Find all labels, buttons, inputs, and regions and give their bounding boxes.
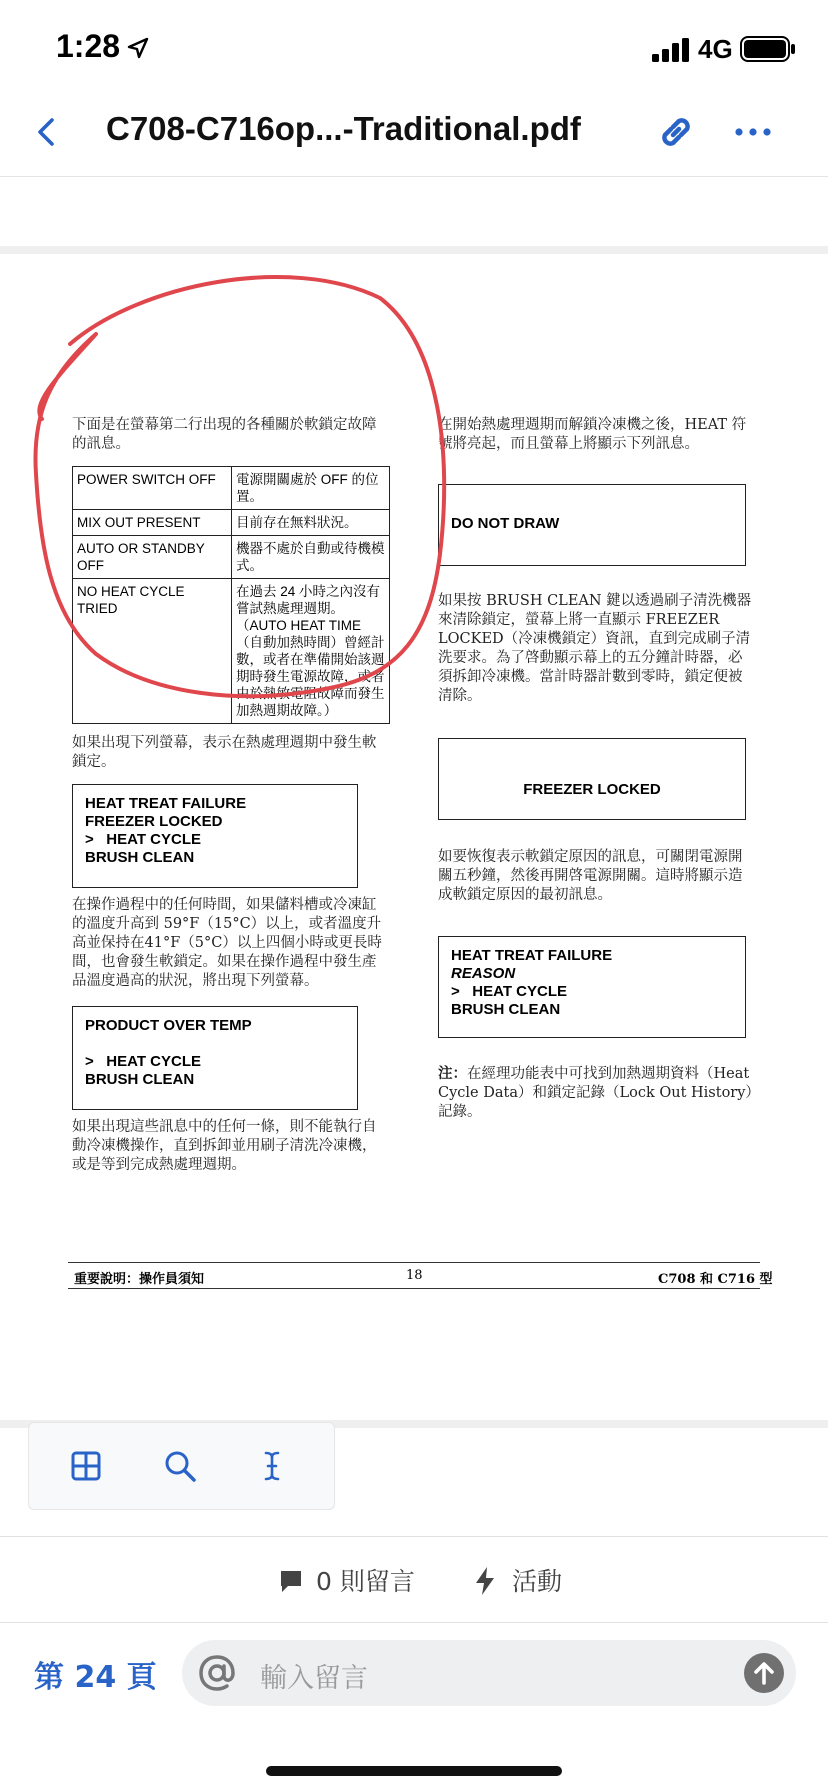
divider xyxy=(0,1622,828,1623)
box-line: FREEZER LOCKED xyxy=(523,781,661,798)
location-arrow-icon xyxy=(126,36,150,60)
note-paragraph xyxy=(438,1064,756,1122)
box-line xyxy=(85,1035,345,1053)
comment-input[interactable] xyxy=(182,1640,796,1706)
activity-link[interactable]: 活動 xyxy=(512,1567,563,1596)
footer-rule xyxy=(68,1288,760,1289)
page-indicator[interactable]: 第 24 頁 xyxy=(34,1660,157,1695)
search-icon[interactable] xyxy=(163,1449,197,1483)
table-cell: POWER SWITCH OFF xyxy=(73,467,232,510)
status-time: 1:28 xyxy=(56,28,121,64)
table-cell: 機器不處於自動或待機模式。 xyxy=(232,536,390,579)
box-line: BRUSH CLEAN xyxy=(451,1001,561,1018)
right-paragraph: 如果按 BRUSH CLEAN 鍵以透過刷子清洗機器來清除鎖定，螢幕上將一直顯示 FREEZER LOCKED（冷凍機鎖定）資訊，直到完成刷子清洗要求。為了啓動顯示幕上的五分鐘計時器，必須拆卸冷凍機。當計時器計數到零時，鎖定便被清除。 xyxy=(438,593,752,704)
lightning-icon[interactable] xyxy=(474,1566,496,1596)
annotation-circle-drawing xyxy=(0,254,828,814)
footer-rule xyxy=(68,1262,760,1263)
footer-right: C708 和 C716 型 xyxy=(658,1272,773,1287)
arrow-up-icon xyxy=(744,1653,784,1693)
note-label: 注： xyxy=(438,1065,467,1082)
display-box-product-over-temp xyxy=(72,1006,358,1110)
comment-placeholder: 輸入留言 xyxy=(260,1663,368,1694)
pdf-toolbar xyxy=(28,1422,335,1510)
table-cell: MIX OUT PRESENT xyxy=(73,510,232,536)
footer-left: 重要說明：操作員須知 xyxy=(74,1272,205,1287)
table-cell: AUTO OR STANDBY OFF xyxy=(73,536,232,579)
table-cell: 電源開關處於 OFF 的位置。 xyxy=(232,467,390,510)
box-line: HEAT TREAT FAILURE xyxy=(451,947,613,964)
more-options-icon[interactable] xyxy=(730,114,776,150)
document-title: C708-C716op...-Traditional.pdf xyxy=(106,110,581,147)
divider xyxy=(0,1536,828,1537)
box-line: REASON xyxy=(451,965,516,982)
box-line: > HEAT CYCLE xyxy=(85,831,201,848)
cell-signal-icon xyxy=(652,38,692,62)
left-paragraph: 如果出現這些訊息中的任何一條，則不能執行自動冷凍機操作，直到拆卸並用刷子清洗冷凍機，或是等到完成熱處理週期。 xyxy=(72,1119,377,1173)
box-line: BRUSH CLEAN xyxy=(85,849,195,866)
intro-paragraph: 下面是在螢幕第二行出現的各種關於軟鎖定故障的訊息。 xyxy=(72,417,377,452)
box-line: HEAT TREAT FAILURE xyxy=(85,795,247,812)
box-line: BRUSH CLEAN xyxy=(85,1071,195,1088)
back-chevron-icon[interactable] xyxy=(32,114,62,150)
comment-icon[interactable] xyxy=(278,1568,304,1594)
network-type: 4G xyxy=(698,34,733,64)
display-box-heat-treat-reason xyxy=(438,936,746,1038)
status-bar xyxy=(0,0,828,100)
box-line: FREEZER LOCKED xyxy=(85,813,223,830)
link-icon[interactable] xyxy=(654,110,698,154)
table-cell: 目前存在無料狀況。 xyxy=(232,510,390,536)
send-button[interactable] xyxy=(744,1653,784,1693)
box-line: > HEAT CYCLE xyxy=(85,1053,201,1070)
left-paragraph: 如果出現下列螢幕，表示在熱處理週期中發生軟鎖定。 xyxy=(72,735,377,770)
table-cell: NO HEAT CYCLE TRIED xyxy=(73,579,232,724)
page-divider xyxy=(0,246,828,254)
box-line: PRODUCT OVER TEMP xyxy=(85,1017,252,1034)
note-text: 在經理功能表中可找到加熱週期資料（Heat Cycle Data）和鎖定記錄（Lock Out History）記錄。 xyxy=(438,1066,753,1120)
left-paragraph: 在操作過程中的任何時間，如果儲料槽或冷凍缸的溫度升高到 59°F（15°C）以上，或者溫度升高並保持在41°F（5°C）以上四個小時或更長時間，也會發生軟鎖定。如果在操作過程中發生產品溫度過高的狀況，將出現下列螢幕。 xyxy=(72,897,382,989)
comments-count[interactable]: 0 則留言 xyxy=(316,1567,415,1596)
box-line: > HEAT CYCLE xyxy=(451,983,567,1000)
grid-view-icon[interactable] xyxy=(69,1449,103,1483)
right-paragraph: 如要恢復表示軟鎖定原因的訊息，可關閉電源開關五秒鐘，然後再開啓電源開關。這時將顯示造成軟鎖定原因的最初訊息。 xyxy=(438,849,743,903)
pdf-page xyxy=(0,254,828,1424)
text-cursor-icon[interactable] xyxy=(255,1449,289,1483)
nav-bar xyxy=(0,100,828,177)
box-line: DO NOT DRAW xyxy=(451,515,560,532)
at-mention-icon[interactable] xyxy=(196,1652,238,1694)
table-cell: 在過去 24 小時之內沒有嘗試熱處理週期。（AUTO HEAT TIME（自動加熱時間）曾經計數，或者在準備開始該週期時發生電源故障，或者由於熱敏電阻故障而發生加熱週期故障。） xyxy=(232,579,390,724)
footer-page-number: 18 xyxy=(406,1268,423,1283)
battery-icon xyxy=(740,36,796,62)
right-paragraph: 在開始熱處理週期而解鎖冷凍機之後，HEAT 符號將亮起，而且螢幕上將顯示下列訊息。 xyxy=(438,417,747,452)
home-indicator xyxy=(266,1766,562,1776)
